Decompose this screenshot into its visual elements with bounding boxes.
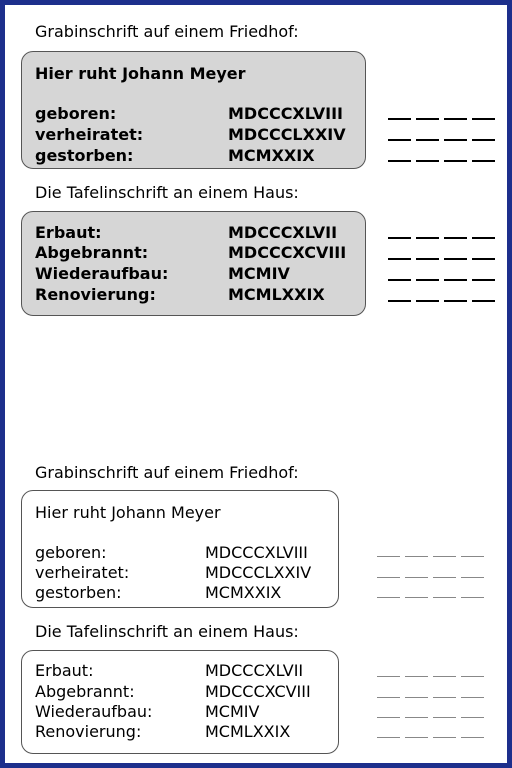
- answer-blanks[interactable]: [388, 160, 495, 162]
- answer-blanks[interactable]: [388, 118, 495, 120]
- grave-value-born: MDCCCXLVIII: [205, 543, 308, 562]
- answer-blanks[interactable]: [377, 577, 484, 578]
- answer-blanks[interactable]: [377, 676, 484, 677]
- house-label-built: Erbaut:: [35, 661, 94, 680]
- heading-house: Die Tafelinschrift an einem Haus:: [35, 622, 299, 641]
- grave-value-married: MDCCCLXXIV: [205, 563, 312, 582]
- heading-grave: Grabinschrift auf einem Friedhof:: [35, 22, 299, 41]
- house-value-burned: MDCCCXCVIII: [205, 682, 311, 701]
- grave-title: Hier ruht Johann Meyer: [35, 64, 246, 83]
- grave-title: Hier ruht Johann Meyer: [35, 503, 221, 522]
- house-value-built: MDCCCXLVII: [205, 661, 304, 680]
- house-label-rebuilt: Wiederaufbau:: [35, 702, 153, 721]
- house-value-built: MDCCCXLVII: [228, 223, 338, 242]
- grave-value-married: MDCCCLXXIV: [228, 125, 346, 144]
- house-value-renovated: MCMLXXIX: [205, 722, 291, 741]
- house-label-renovated: Renovierung:: [35, 285, 156, 304]
- answer-blanks[interactable]: [377, 556, 484, 557]
- grave-value-born: MDCCCXLVIII: [228, 104, 343, 123]
- house-label-built: Erbaut:: [35, 223, 102, 242]
- house-label-rebuilt: Wiederaufbau:: [35, 264, 169, 283]
- answer-blanks[interactable]: [388, 258, 495, 260]
- grave-label-married: verheiratet:: [35, 563, 130, 582]
- house-value-burned: MDCCCXCVIII: [228, 243, 347, 262]
- answer-blanks[interactable]: [377, 737, 484, 738]
- grave-label-died: gestorben:: [35, 583, 122, 602]
- grave-label-born: geboren:: [35, 543, 107, 562]
- answer-blanks[interactable]: [377, 697, 484, 698]
- house-label-renovated: Renovierung:: [35, 722, 142, 741]
- grave-label-died: gestorben:: [35, 146, 134, 165]
- grave-value-died: MCMXXIX: [205, 583, 282, 602]
- answer-blanks[interactable]: [377, 597, 484, 598]
- heading-house: Die Tafelinschrift an einem Haus:: [35, 183, 299, 202]
- house-label-burned: Abgebrannt:: [35, 682, 135, 701]
- house-value-rebuilt: MCMIV: [205, 702, 260, 721]
- house-label-burned: Abgebrannt:: [35, 243, 149, 262]
- answer-blanks[interactable]: [388, 300, 495, 302]
- heading-grave: Grabinschrift auf einem Friedhof:: [35, 463, 299, 482]
- answer-blanks[interactable]: [377, 717, 484, 718]
- house-value-renovated: MCMLXXIX: [228, 285, 325, 304]
- answer-blanks[interactable]: [388, 279, 495, 281]
- answer-blanks[interactable]: [388, 237, 495, 239]
- grave-label-born: geboren:: [35, 104, 117, 123]
- answer-blanks[interactable]: [388, 139, 495, 141]
- grave-label-married: verheiratet:: [35, 125, 144, 144]
- grave-value-died: MCMXXIX: [228, 146, 315, 165]
- house-value-rebuilt: MCMIV: [228, 264, 290, 283]
